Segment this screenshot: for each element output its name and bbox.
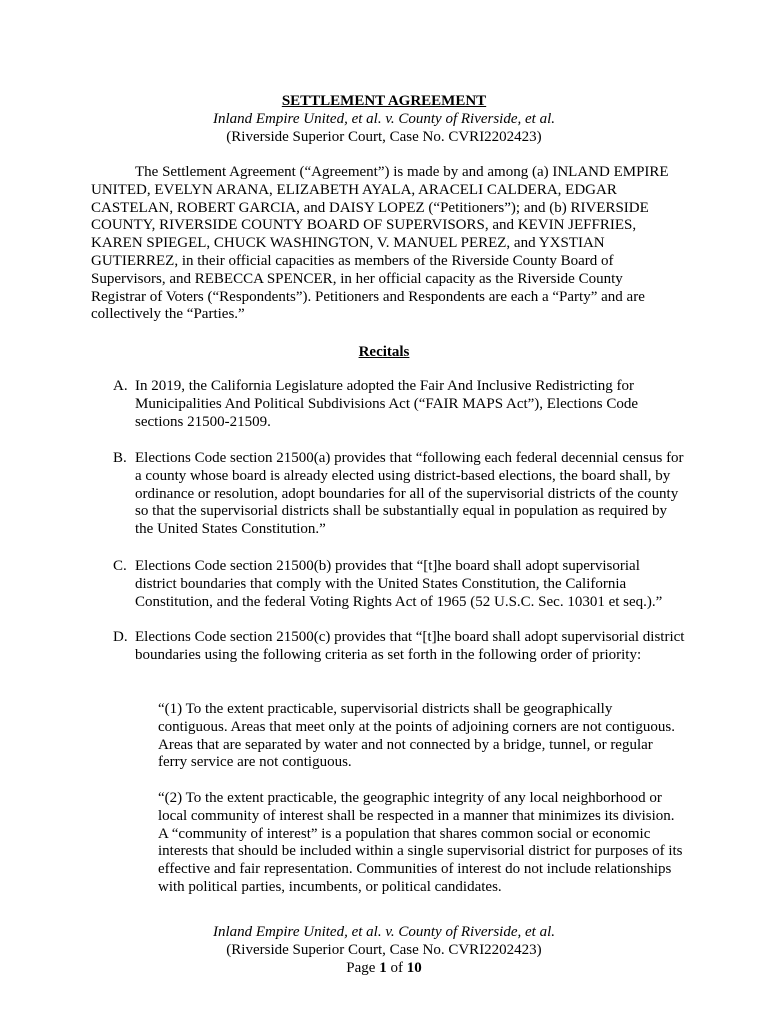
page-current: 1: [379, 959, 387, 976]
intro-paragraph: The Settlement Agreement (“Agreement”) is made by and among (a) INLAND EMPIRE UNITED, EVELYN ARANA, ELIZABETH AYALA, ARACELI CALDERA, EDGAR CASTELAN, ROBERT GARCIA, and DAISY LOPEZ (“Petitioners”); and (b) RIVERSIDE COUNTY, RIVERSIDE COUNTY BOARD OF SUPERVISORS, and KEVIN JEFFRIES, KAREN SPIEGEL, CHUCK WASHINGTON, V. MANUEL PEREZ, and YXSTIAN GUTIERREZ, in their official capacities as members of the Riverside County Board of Supervisors, and REBECCA SPENCER, in her official capacity as the Riverside County Registrar of Voters (“Respondents”). Petitioners and Respondents are each a “Party” and are collectively the “Parties.”: [91, 164, 669, 323]
recital-b: [113, 450, 685, 539]
case-caption: Inland Empire United, et al. v. County of Riverside, et al.: [212, 110, 555, 127]
page-label: Page: [346, 959, 376, 976]
recital-text: In 2019, the California Legislature adopted the Fair And Inclusive Redistricting for Municipalities And Political Subdivisions Act (“FAIR MAPS Act”), Elections Code sections 21500-21509.: [135, 378, 639, 430]
recital-text: Elections Code section 21500(b) provides that “[t]he board shall adopt supervisorial district boundaries that comply with the United States Constitution, the California Constitution, and the federal Voting Rights Act of 1965 (52 U.S.C. Sec. 10301 et seq.).”: [135, 558, 663, 610]
quote-criterion-2: “(2) To the extent practicable, the geographic integrity of any local neighborhood or local community of interest shall be respected in a manner that minimizes its division. A “community of interest” is a population that shares common social or economic interests that should be included within a single supervisorial district for purposes of its effective and fair representation. Communities of interest do not include relationships with political parties, incumbents, or political candidates.: [158, 790, 683, 895]
recital-c: [113, 558, 685, 611]
page-number: [0, 960, 768, 978]
footer-court-case-number: (Riverside Superior Court, Case No. CVRI2202423): [226, 941, 542, 958]
recital-text: Elections Code section 21500(a) provides that “following each federal decennial census for a county whose board is already elected using district-based elections, the board shall, by ordinance or resolution, adopt boundaries for all of the supervisorial districts of the county so that the supervisorial districts shall be substantially equal in population as required by the United States Constitution.”: [135, 450, 684, 538]
recital-letter: A.: [113, 378, 128, 394]
recital-letter: C.: [113, 558, 127, 574]
document-title: SETTLEMENT AGREEMENT: [281, 93, 487, 109]
recital-text: Elections Code section 21500(c) provides that “[t]he board shall adopt supervisorial district boundaries using the following criteria as set forth in the following order of priority:: [135, 629, 685, 663]
recitals-heading: Recitals: [358, 344, 410, 360]
recital-letter: B.: [113, 450, 127, 466]
recital-letter: D.: [113, 629, 128, 645]
quote-criterion-1: “(1) To the extent practicable, supervisorial districts shall be geographically contiguous. Areas that meet only at the points of adjoining corners are not contiguous. Areas that are separated by water and not connected by a bridge, tunnel, or regular ferry service are not contiguous.: [158, 701, 675, 771]
document-header: [0, 93, 768, 146]
page-of: of: [390, 959, 403, 976]
document-footer: [0, 924, 768, 977]
footer-case-caption: Inland Empire United, et al. v. County of Riverside, et al.: [212, 924, 555, 940]
page-total: 10: [406, 959, 422, 976]
recital-d: [113, 629, 685, 665]
court-case-number: (Riverside Superior Court, Case No. CVRI2202423): [226, 128, 542, 145]
recital-a: [113, 378, 685, 431]
